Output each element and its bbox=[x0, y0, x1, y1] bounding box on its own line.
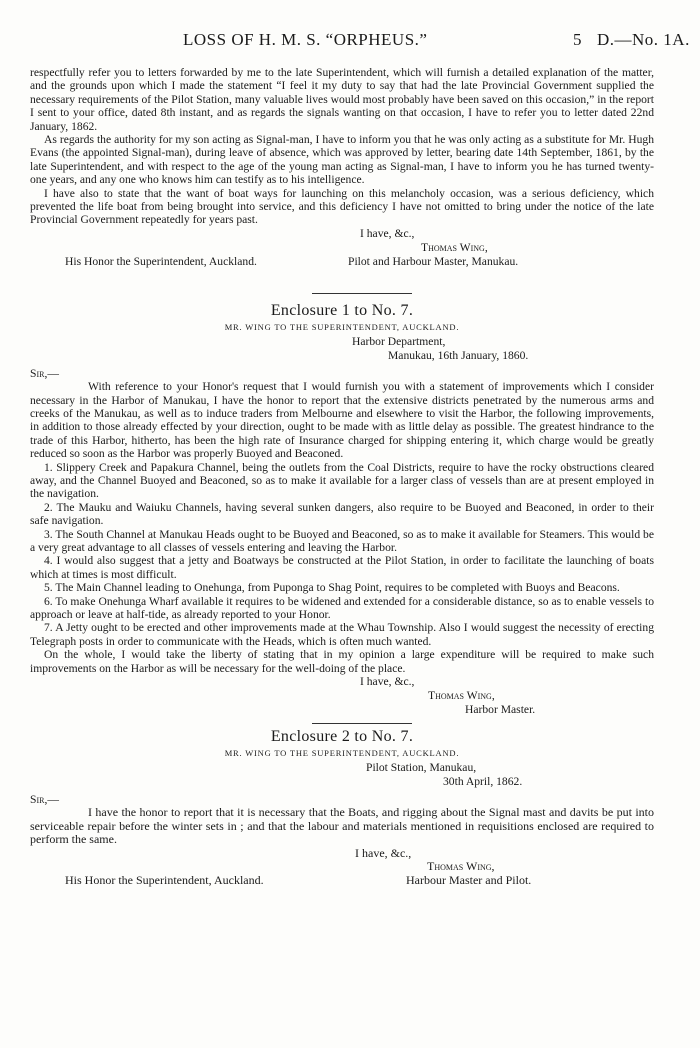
letter1-paragraph: respectfully refer you to letters forwarded by me to the late Superintendent, which will furnish a detailed explanation of the matter, and the grounds upon which I made the statement “I feel it my duty to say that had the late Provincial Government supplied the necessary requirements of the Pilot Station, many valuable lives would most probably have been saved on this occasion,” in the report I sent to your office, dated 8th instant, and as regards the signals wanting on that occasion, I have to refer you to letter dated 22nd January, 1862. bbox=[30, 66, 654, 133]
section-divider bbox=[312, 293, 412, 294]
enclosure1-item-list bbox=[30, 461, 654, 649]
signer-title: Pilot and Harbour Master, Manukau. bbox=[348, 254, 519, 268]
closing: I have, &c., bbox=[360, 226, 415, 240]
addressee: His Honor the Superintendent, Auckland. bbox=[65, 254, 257, 268]
list-item: 1. Slippery Creek and Papakura Channel, being the outlets from the Coal Districts, require to have the rocky obstructions cleared away, and the Channel Buoyed and Beaconed, so as to make it available for a larger class of vessels than are at present employed in the navigation. bbox=[30, 460, 654, 501]
address-line: Harbor Department, bbox=[352, 334, 446, 348]
signer-title: Harbor Master. bbox=[465, 703, 536, 717]
enclosure1-subtitle: MR. WING TO THE SUPERINTENDENT, AUCKLAND. bbox=[224, 322, 460, 333]
letter1-paragraph: As regards the authority for my son acting as Signal-man, I have to inform you that he was only acting as a substitute for Mr. Hugh Evans (the appointed Signal-man), during leave of absence, which was approved by letter, bearing date 14th September, 1861, by the late Superintendent, and with respect to the age of the young man acting as Signal-man, I have to inform you he has turned twenty-one years, and any one who knows him can testify as to his intelligence. bbox=[30, 133, 654, 187]
running-head bbox=[0, 30, 700, 52]
salutation: Sir,— bbox=[30, 792, 59, 806]
letter1-signature bbox=[30, 227, 654, 281]
enclosure2-title: Enclosure 2 to No. 7. bbox=[270, 728, 414, 746]
list-item: 3. The South Channel at Manukau Heads ought to be Buoyed and Beaconed, so as to make it available for Steamers. This would be a very great advantage to all classes of vessels entering and leaving the Harbor. bbox=[30, 527, 654, 554]
addressee: His Honor the Superintendent, Auckland. bbox=[65, 873, 264, 888]
enclosure1-intro: With reference to your Honor's request that I would furnish you with a statement of improvements which I consider necessary in the Harbor of Manukau, I have the honor to report that the extensive districts penetrated by the numerous arms and creeks of the Manukau, as well as to induce traders from Melbourne and elsewhere to visit the Harbor, the following improvements, in addition to those already effected by your direction, ought to be made with as little delay as possible. The greatest hindrance to the trade of this Harbor, hitherto, has been the high rate of Insurance charged for shipping entering it, which charge would be greatly reduced so soon as the Harbor was properly Buoyed and Beaconed. bbox=[30, 380, 654, 461]
address-date: Manukau, 16th January, 1860. bbox=[388, 348, 529, 362]
signer-title: Harbour Master and Pilot. bbox=[406, 873, 532, 888]
salutation: Sir,— bbox=[30, 366, 59, 380]
enclosure1-signature bbox=[30, 675, 654, 719]
section-divider bbox=[312, 723, 412, 724]
address-line: Pilot Station, Manukau, bbox=[366, 760, 477, 774]
enclosure2-address bbox=[30, 761, 654, 791]
page-title: LOSS OF H. M. S. “ORPHEUS.” bbox=[183, 30, 428, 49]
list-item: 2. The Mauku and Waiuku Channels, having several sunken dangers, also require to be Buoyed and Beaconed, in order to their safe navigation. bbox=[30, 500, 654, 528]
enclosure1-address bbox=[30, 335, 654, 365]
page-number: 5 bbox=[573, 30, 582, 49]
enclosure2-subtitle: MR. WING TO THE SUPERINTENDENT, AUCKLAND. bbox=[224, 748, 460, 759]
enclosure1-title: Enclosure 1 to No. 7. bbox=[270, 301, 414, 319]
enclosure1-conclusion: On the whole, I would take the liberty of stating that in my opinion a large expenditure will be required to make such improvements on the Harbor as will be necessary for the well-doing of the place. bbox=[30, 648, 654, 675]
letter1-paragraph: I have also to state that the want of boat ways for launching on this melancholy occasion, was a serious deficiency, which prevented the life boat from being brought into service, and this deficiency I have not omitted to bring under the notice of the late Provincial Government repeatedly for years past. bbox=[30, 186, 654, 227]
closing: I have, &c., bbox=[355, 846, 412, 861]
signer-name: Thomas Wing, bbox=[427, 859, 495, 874]
list-item: 7. A Jetty ought to be erected and other improvements made at the Whau Township. Also I would suggest the necessity of erecting Telegraph posts in order to communicate with the Heads, which is often much wanted. bbox=[30, 621, 654, 648]
signer-name: Thomas Wing, bbox=[421, 240, 488, 254]
list-item: 5. The Main Channel leading to Onehunga, from Puponga to Shag Point, requires to be completed with Buoys and Beacons. bbox=[44, 581, 620, 595]
document-body bbox=[30, 66, 654, 891]
document-reference: D.—No. 1A. bbox=[597, 30, 690, 49]
closing: I have, &c., bbox=[360, 675, 415, 689]
address-date: 30th April, 1862. bbox=[443, 774, 523, 788]
list-item: 4. I would also suggest that a jetty and Boatways be constructed at the Pilot Station, in order to facilitate the launching of boats which at times is most difficult. bbox=[30, 554, 654, 581]
enclosure2-body: I have the honor to report that it is necessary that the Boats, and rigging about the Signal mast and davits be put into serviceable repair before the winter sets in ; and that the labour and materials mentioned in requisitions enclosed are required to perform the same. bbox=[30, 805, 654, 847]
signer-name: Thomas Wing, bbox=[428, 689, 495, 703]
enclosure2-signature bbox=[30, 847, 654, 891]
list-item: 6. To make Onehunga Wharf available it requires to be widened and extended for a considerable distance, so as to enable vessels to approach or leave at half-tide, as already reported to your Honor. bbox=[30, 594, 654, 621]
